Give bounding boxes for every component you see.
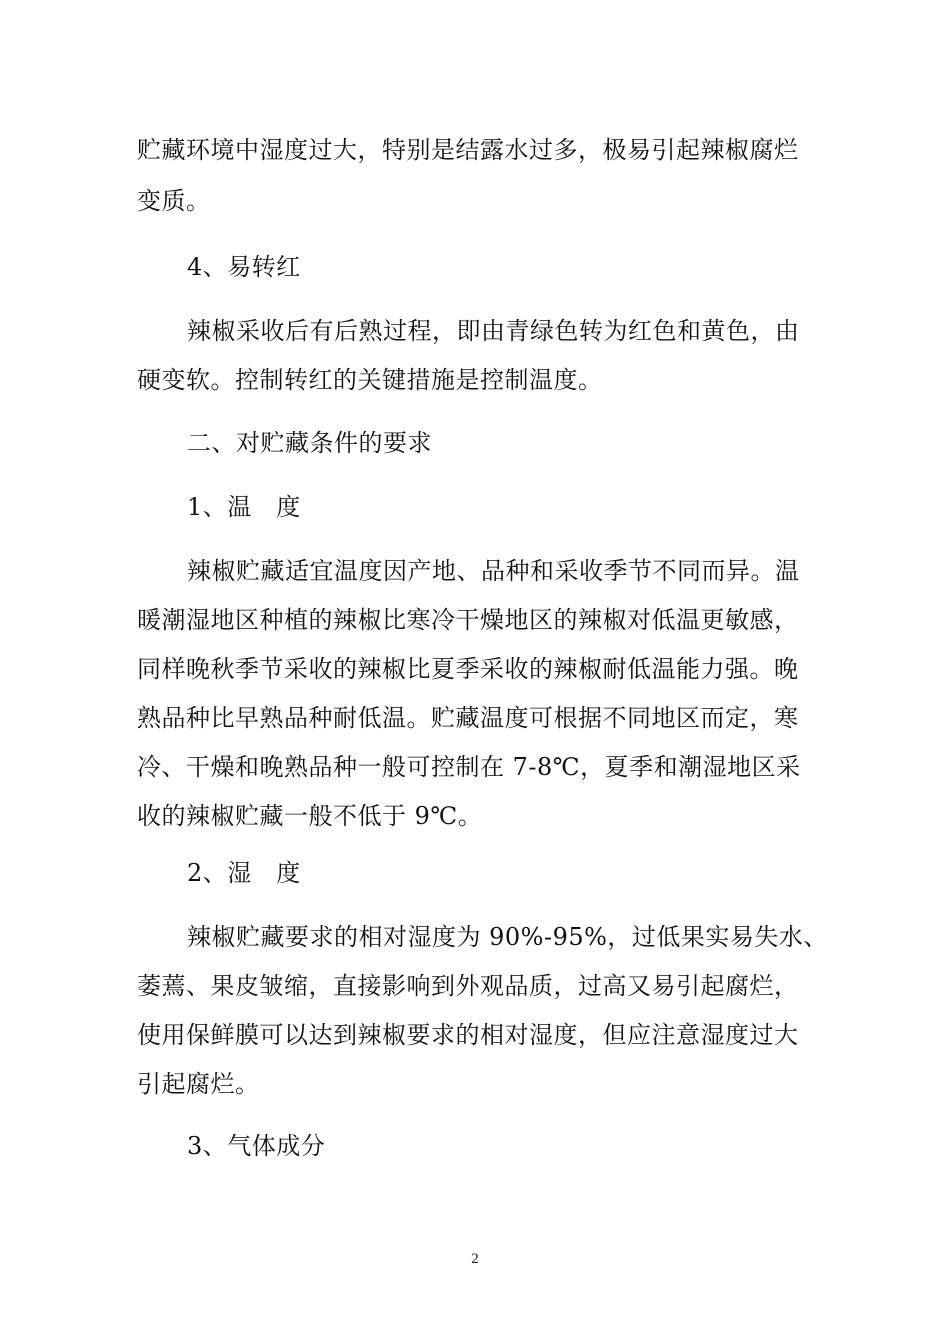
paragraph-line: 贮藏环境中湿度过大，特别是结露水过多，极易引起辣椒腐烂: [137, 136, 799, 164]
section-heading: 二、对贮藏条件的要求: [187, 429, 432, 457]
paragraph-line: 萎蔫、果皮皱缩，直接影响到外观品质，过高又易引起腐烂，: [137, 972, 799, 1000]
page-number: 2: [471, 1251, 479, 1267]
section-heading: 2、湿 度: [187, 859, 301, 887]
paragraph-line: 辣椒贮藏要求的相对湿度为 90%-95%，过低果实易失水、: [187, 923, 828, 951]
paragraph-line: 硬变软。控制转红的关键措施是控制温度。: [137, 366, 603, 394]
paragraph-line: 使用保鲜膜可以达到辣椒要求的相对湿度，但应注意湿度过大: [137, 1021, 799, 1049]
section-heading: 3、气体成分: [187, 1132, 326, 1160]
paragraph-line: 引起腐烂。: [137, 1070, 260, 1098]
paragraph-line: 辣椒贮藏适宜温度因产地、品种和采收季节不同而异。温: [187, 557, 800, 585]
paragraph-line: 同样晚秋季节采收的辣椒比夏季采收的辣椒耐低温能力强。晚: [137, 655, 799, 683]
section-heading: 1、温 度: [187, 493, 301, 521]
paragraph-line: 辣椒采收后有后熟过程，即由青绿色转为红色和黄色，由: [187, 317, 800, 345]
section-heading: 4、易转红: [187, 253, 301, 281]
paragraph-line: 变质。: [137, 187, 211, 215]
paragraph-line: 冷、干燥和晚熟品种一般可控制在 7-8℃，夏季和潮湿地区采: [137, 753, 801, 781]
paragraph-line: 收的辣椒贮藏一般不低于 9℃。: [137, 802, 483, 830]
paragraph-line: 暖潮湿地区种植的辣椒比寒冷干燥地区的辣椒对低温更敏感，: [137, 606, 799, 634]
paragraph-line: 熟品种比早熟品种耐低温。贮藏温度可根据不同地区而定，寒: [137, 704, 799, 732]
